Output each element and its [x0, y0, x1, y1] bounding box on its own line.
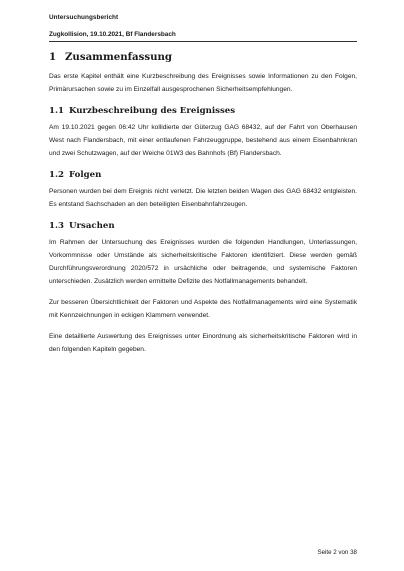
- section-1-intro: Das erste Kapitel enthält eine Kurzbeschreibung des Ereignisses sowie Informationen zu den Folgen, Primärursachen sowie zu im Einzelfall ausgesprochenen Sicherheitsempfehlungen.: [49, 73, 357, 93]
- section-1-2-text: Personen wurden bei dem Ereignis nicht verletzt. Die letzten beiden Wagen des GAG 68432 entgleisten. Es entstand Sachschaden an den beteiligten Eisenbahnfahrzeugen.: [49, 188, 357, 208]
- report-subtitle-header: Zugkollision, 19.10.2021, Bf Flandersbach: [49, 31, 176, 38]
- section-number: 1.1: [49, 106, 64, 116]
- section-title: Kurzbeschreibung des Ereignisses: [69, 106, 236, 116]
- section-1-3-paragraph: Zur besseren Übersichtlichkeit der Faktoren und Aspekte des Notfallmanagements wird eine Systematik mit Kennzeichnungen in eckigen Klammern verwendet.: [49, 299, 357, 319]
- section-number: 1.2: [49, 170, 64, 180]
- section-1-3-heading: [49, 219, 357, 233]
- section-1-3-paragraph: Im Rahmen der Untersuchung des Ereignisses wurden die folgenden Handlungen, Unterlassungen, Vorkommnisse oder Umstände als sicherheitskritische Faktoren identifiziert. Diese werden gemäß Durchführungsverordnung 2020/572 in ursächliche oder beitragende, und systemische Faktoren unterschieden. Zusätzlich werden ermittelte Defizite des Notfallmanagements behandelt.: [49, 239, 357, 285]
- page-number: Seite 2 von 38: [317, 549, 357, 556]
- section-1-heading: [49, 47, 357, 67]
- section-title: Folgen: [69, 170, 102, 180]
- header-divider: [49, 41, 357, 42]
- section-title: Zusammenfassung: [65, 51, 173, 63]
- section-1-1-heading: [49, 104, 357, 118]
- section-1-1-text: Am 19.10.2021 gegen 06:42 Uhr kollidierte der Güterzug GAG 68432, auf der Fahrt von Oberhausen West nach Flandersbach, mit einer entlaufenen Fahrzeuggruppe, bestehend aus einem Eisenbahnkran und zwei Schutzwagen, auf der Weiche 01W3 des Bahnhofs (Bf) Flandersbach.: [49, 124, 357, 157]
- section-1-3-paragraph: Eine detaillierte Auswertung des Ereignisses unter Einordnung als sicherheitskritische Faktoren wird in den folgenden Kapiteln gegeben.: [49, 333, 357, 353]
- section-number: 1: [49, 51, 57, 63]
- report-type-header: Untersuchungsbericht: [49, 14, 119, 21]
- section-number: 1.3: [49, 221, 64, 231]
- document-body: [49, 47, 357, 356]
- section-1-2-heading: [49, 168, 357, 182]
- section-title: Ursachen: [69, 221, 115, 231]
